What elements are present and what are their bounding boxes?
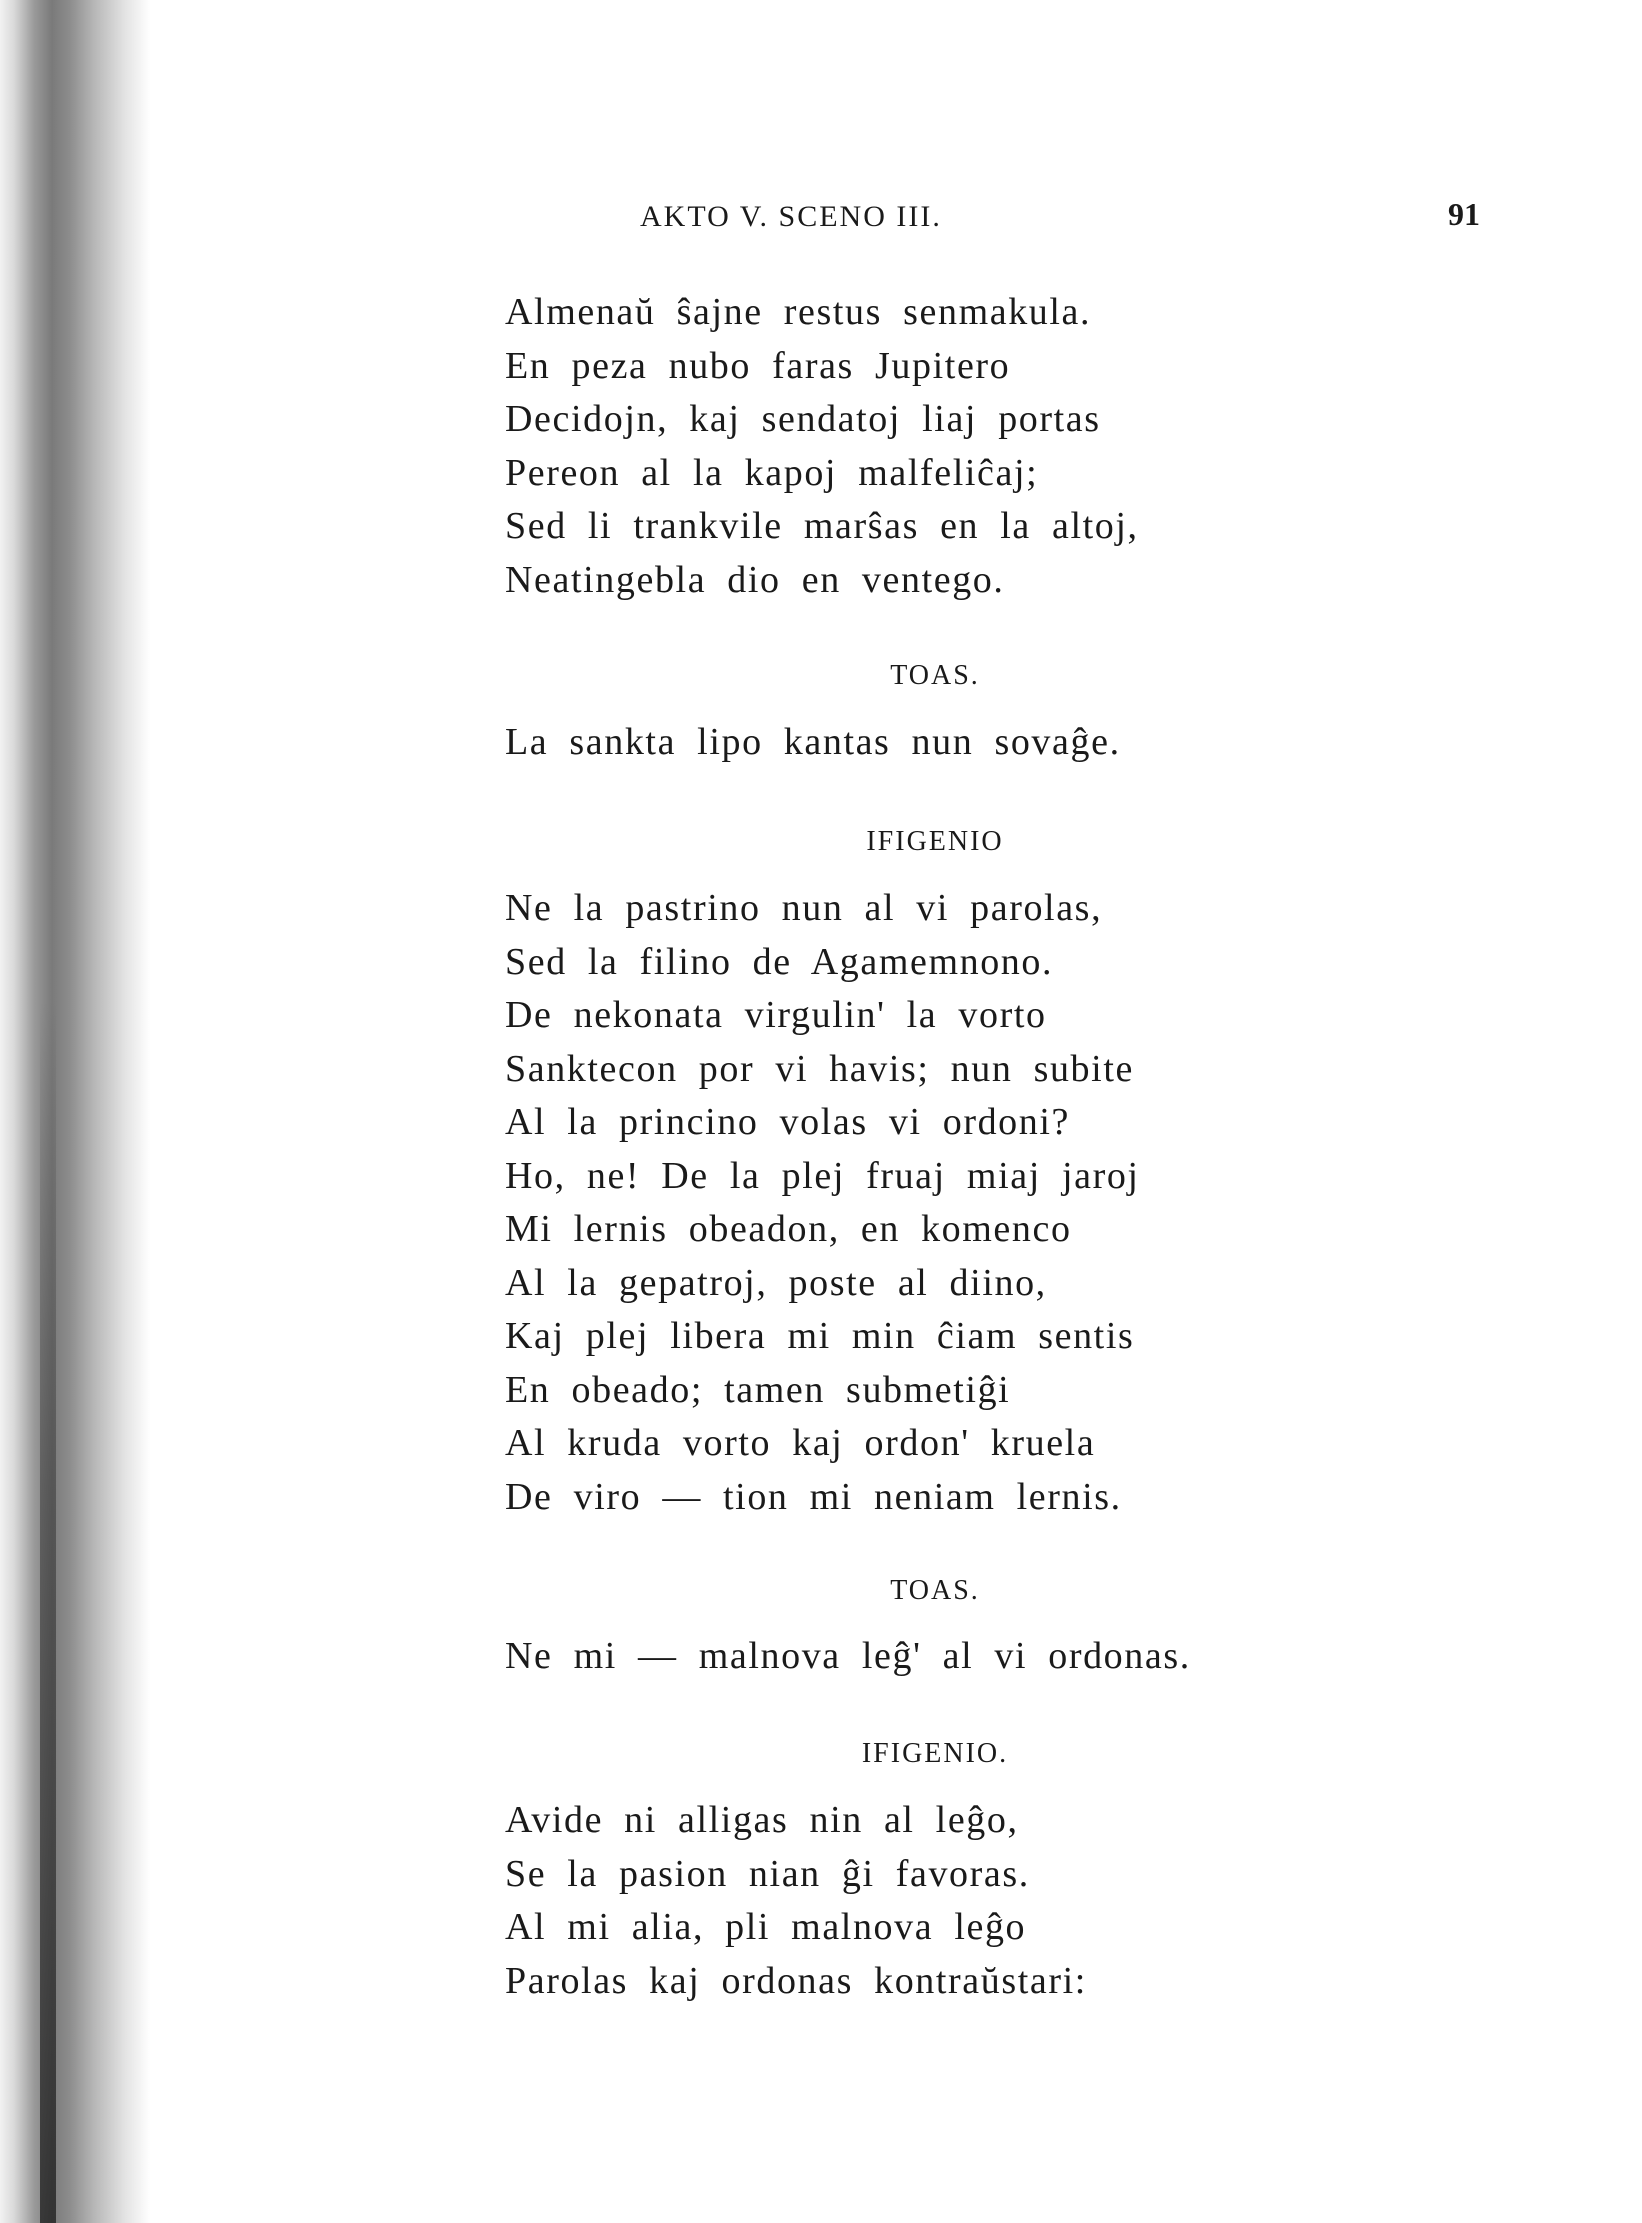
- verse-line: De viro — tion mi neniam lernis.: [505, 1475, 1122, 1518]
- speaker-heading: TOAS.: [890, 1575, 980, 1606]
- verse-block-4: [505, 1630, 1191, 1684]
- verse-line: Al la princino volas vi ordoni?: [505, 1101, 1071, 1143]
- verse-line: Sanktecon por vi havis; nun subite: [505, 1047, 1134, 1090]
- speaker-heading: TOAS.: [890, 660, 980, 691]
- verse-line: Kaj plej libera mi min ĉiam sentis: [505, 1315, 1135, 1357]
- verse-line: Ne la pastrino nun al vi parolas,: [505, 887, 1103, 929]
- verse-line: Sed la filino de Agamemnono.: [505, 940, 1054, 983]
- verse-block-3: [505, 882, 1140, 1524]
- verse-block-2: [505, 716, 1121, 770]
- verse-block-1: [505, 286, 1139, 607]
- speaker-heading: IFIGENIO: [866, 826, 1004, 857]
- act-scene-title: AKTO V. SCENO III.: [640, 200, 942, 233]
- verse-line: Al mi alia, pli malnova leĝo: [505, 1906, 1027, 1948]
- verse-line: Neatingebla dio en ventego.: [505, 558, 1005, 601]
- verse-line: Ne mi — malnova leĝ' al vi ordonas.: [505, 1635, 1191, 1677]
- verse-line: Ho, ne! De la plej fruaj miaj jaroj: [505, 1154, 1140, 1197]
- verse-line: Decidojn, kaj sendatoj liaj portas: [505, 398, 1101, 440]
- verse-line: Se la pasion nian ĝi favoras.: [505, 1852, 1030, 1895]
- verse-line: Mi lernis obeadon, en komenco: [505, 1208, 1072, 1250]
- verse-line: En peza nubo faras Jupitero: [505, 344, 1011, 387]
- verse-line: La sankta lipo kantas nun sovaĝe.: [505, 721, 1121, 763]
- verse-line: Al la gepatroj, poste al diino,: [505, 1261, 1047, 1304]
- verse-line: Almenaŭ ŝajne restus senmakula.: [505, 291, 1092, 333]
- verse-line: Parolas kaj ordonas kontraŭstari:: [505, 1959, 1087, 2002]
- verse-line: Al kruda vorto kaj ordon' kruela: [505, 1422, 1096, 1464]
- verse-block-5: [505, 1794, 1087, 2008]
- verse-line: Avide ni alligas nin al leĝo,: [505, 1799, 1019, 1841]
- verse-line: De nekonata virgulin' la vorto: [505, 994, 1047, 1036]
- page-number: 91: [1448, 196, 1480, 232]
- verse-line: Sed li trankvile marŝas en la altoj,: [505, 505, 1139, 547]
- running-head: [500, 196, 1480, 240]
- verse-line: En obeado; tamen submetiĝi: [505, 1368, 1011, 1411]
- verse-line: Pereon al la kapoj malfeliĉaj;: [505, 451, 1039, 494]
- speaker-heading: IFIGENIO.: [861, 1738, 1009, 1769]
